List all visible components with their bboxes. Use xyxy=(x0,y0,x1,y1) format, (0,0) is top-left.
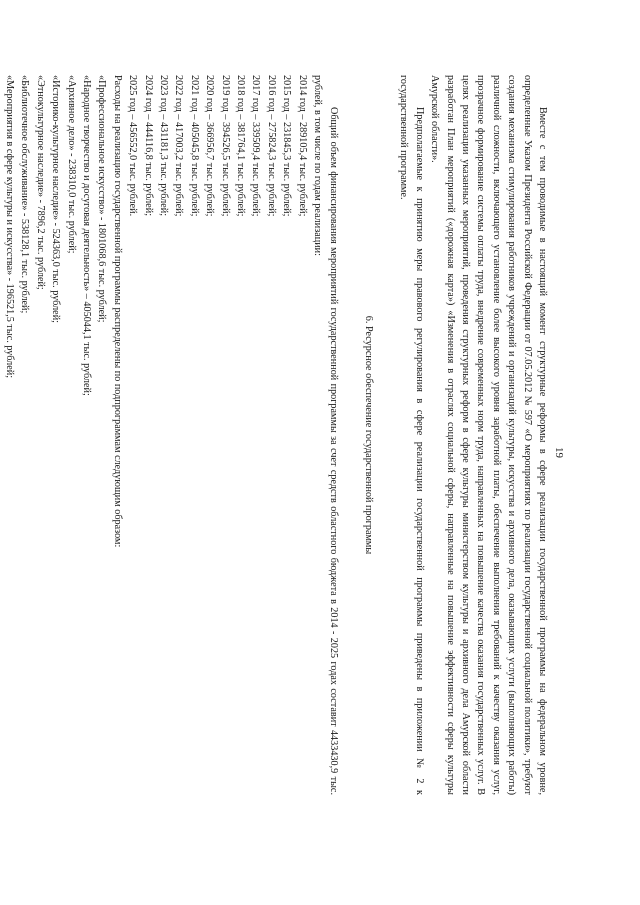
subprogram-list xyxy=(2,75,110,795)
list-item-year: 2022 год – 417003,2 тыс. рублей; xyxy=(173,75,185,217)
list-item-subprogram: «Народное творчество и досуговая деятельность» – 405044,1 тыс. рублей; xyxy=(81,75,93,396)
paragraph-structural-reforms: Вместе с тем проводимые в настоящий момент структурные реформы в сфере реализации государственной программы на федеральном уровне, определенные Указом Президента Российской Федерации от 07.05.2012 № 597 «О мероприятиях по реализации государственной социальной политики», требуют создания механизма стимулирования работников учреждений и организаций культуры, искусства и архивного дела, оказывающих услуги (выполняющих работы) различной сложности, включающего установление более высокого уровня заработной платы, обеспечение выполнения требований к качеству оказания услуг, прозрачное формирование системы оплаты труда, внедрение современных норм труда, направленных на повышение качества оказания государственных услуг. В целях реализации указанных мероприятий, проведения структурных реформ в сфере культуры министерством культуры и архивного дела Амурской области разработан План мероприятий («дорожная карта») «Изменения в отраслях социальной сферы, направленные на повышение эффективности сферы культуры Амурской области». xyxy=(429,75,548,795)
paragraph-funding-total: Общий объем финансирования мероприятий государственной программы за счет средств областного бюджета в 2014 - 2025 годах составит 4433430,9 тыс. рублей, в том числе по годам реализации: xyxy=(312,75,339,795)
list-item-year: 2025 год – 456552,0 тыс. рублей. xyxy=(127,75,139,217)
list-item-year: 2020 год – 366956,7 тыс. рублей; xyxy=(204,75,216,217)
list-item-subprogram: «Этнокультурное наследие» - 7896,2 тыс. рублей; xyxy=(34,75,46,290)
document-body xyxy=(2,75,550,795)
list-item-year: 2015 год – 231845,3 тыс. рублей; xyxy=(281,75,293,217)
list-item-year: 2019 год – 394526,5 тыс. рублей; xyxy=(219,75,231,217)
list-item-year: 2021 год – 405045,8 тыс. рублей; xyxy=(188,75,200,217)
paragraph-legal-regulation: Предполагаемые к принятию меры правового регулирования в сфере реализации государственной программы приведены в приложении № 2 к государственной программе. xyxy=(398,75,425,795)
list-item-subprogram: «Профессиональное искусство» - 1801068,6 тыс. рублей; xyxy=(96,75,108,323)
section-heading: 6. Ресурсное обеспечение государственной программы xyxy=(362,315,374,555)
list-item-subprogram: «Библиотечное обслуживание» - 538128,1 тыс. рублей; xyxy=(19,75,31,314)
paragraph-subprograms-intro: Расходы на реализацию государственной программы распределены по подпрограммам следующим образом: xyxy=(111,75,123,548)
list-item-year: 2014 год – 289105,4 тыс. рублей; xyxy=(296,75,308,217)
list-item-year: 2023 год – 431181,3 тыс. рублей; xyxy=(158,75,170,217)
list-item-subprogram: «Архивное дело» - 238310,0 тыс. рублей; xyxy=(65,75,77,254)
list-item-subprogram: «Историко-культурное наследие» - 524363,0 тыс. рублей; xyxy=(50,75,62,323)
list-item-year: 2018 год – 381764,1 тыс. рублей; xyxy=(235,75,247,217)
list-item-year: 2017 год – 339509,4 тыс. рублей; xyxy=(250,75,262,217)
funding-by-year-list xyxy=(125,75,310,795)
list-item-subprogram: «Мероприятия в сфере культуры и искусства» - 196521,5 тыс. рублей; xyxy=(4,75,15,379)
list-item-year: 2024 год – 444116,8 тыс. рублей; xyxy=(142,75,154,217)
page-number: 19 xyxy=(553,447,565,458)
list-item-year: 2016 год – 275824,3 тыс. рублей; xyxy=(265,75,277,217)
